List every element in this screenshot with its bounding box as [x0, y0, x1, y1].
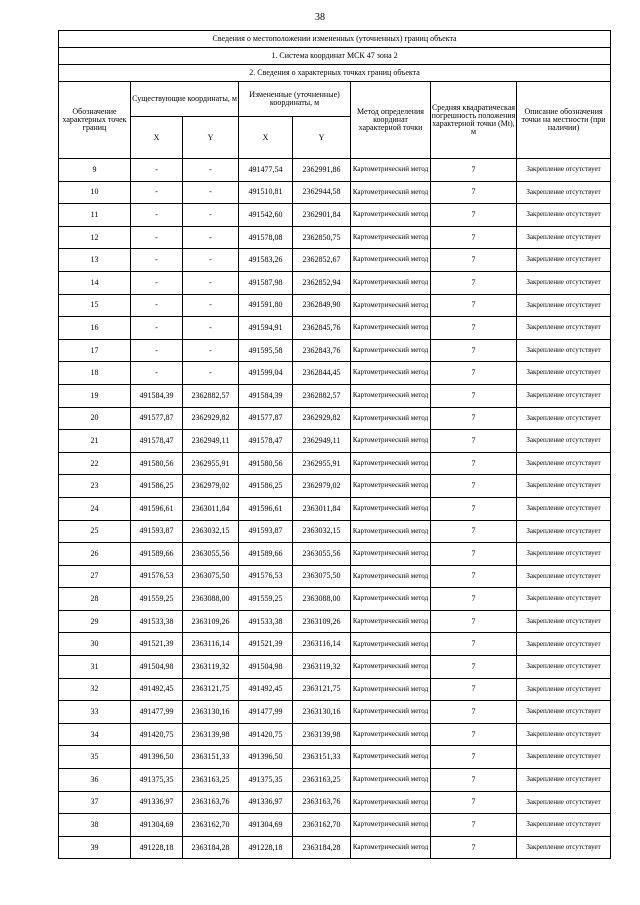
- existing-y-cell: 2363121,75: [183, 678, 239, 701]
- section-title: 2. Сведения о характерных точках границ объекта: [59, 65, 611, 82]
- existing-x-cell: 491576,53: [131, 565, 183, 588]
- description-cell: Закрепление отсутствует: [517, 204, 611, 227]
- method-cell: Картометрический метод: [351, 181, 431, 204]
- changed-x-cell: 491599,04: [239, 362, 293, 385]
- error-cell: 7: [431, 181, 517, 204]
- description-cell: Закрепление отсутствует: [517, 543, 611, 566]
- description-cell: Закрепление отсутствует: [517, 520, 611, 543]
- point-number-cell: 25: [59, 520, 131, 543]
- method-cell: Картометрический метод: [351, 475, 431, 498]
- table-row: [59, 317, 611, 340]
- existing-y-cell: -: [183, 271, 239, 294]
- existing-y-cell: 2363163,76: [183, 791, 239, 814]
- error-cell: 7: [431, 746, 517, 769]
- description-cell: Закрепление отсутствует: [517, 475, 611, 498]
- method-cell: Картометрический метод: [351, 407, 431, 430]
- table-row: [59, 633, 611, 656]
- table-row: [59, 678, 611, 701]
- point-number-cell: 13: [59, 249, 131, 272]
- point-number-cell: 39: [59, 836, 131, 859]
- existing-x-cell: 491533,38: [131, 610, 183, 633]
- existing-x-cell: 491492,45: [131, 678, 183, 701]
- changed-x-cell: 491533,38: [239, 610, 293, 633]
- method-cell: Картометрический метод: [351, 249, 431, 272]
- changed-y-cell: 2363109,26: [293, 610, 351, 633]
- point-number-cell: 29: [59, 610, 131, 633]
- table-row: [59, 204, 611, 227]
- description-cell: Закрепление отсутствует: [517, 814, 611, 837]
- description-cell: Закрепление отсутствует: [517, 384, 611, 407]
- existing-y-cell: 2363162,70: [183, 814, 239, 837]
- table-row: [59, 769, 611, 792]
- error-cell: 7: [431, 226, 517, 249]
- header-changed-y: Y: [293, 117, 351, 159]
- error-cell: 7: [431, 769, 517, 792]
- description-cell: Закрепление отсутствует: [517, 791, 611, 814]
- header-changed: Измененные (уточненные) координаты, м: [239, 82, 351, 117]
- description-cell: Закрепление отсутствует: [517, 226, 611, 249]
- error-cell: 7: [431, 814, 517, 837]
- changed-x-cell: 491542,60: [239, 204, 293, 227]
- changed-x-cell: 491477,99: [239, 701, 293, 724]
- error-cell: 7: [431, 204, 517, 227]
- error-cell: 7: [431, 565, 517, 588]
- error-cell: 7: [431, 543, 517, 566]
- description-cell: Закрепление отсутствует: [517, 565, 611, 588]
- changed-y-cell: 2363119,32: [293, 656, 351, 679]
- method-cell: Картометрический метод: [351, 204, 431, 227]
- description-cell: Закрепление отсутствует: [517, 452, 611, 475]
- changed-x-cell: 491396,50: [239, 746, 293, 769]
- changed-x-cell: 491510,81: [239, 181, 293, 204]
- changed-x-cell: 491577,87: [239, 407, 293, 430]
- changed-y-cell: 2363055,56: [293, 543, 351, 566]
- error-cell: 7: [431, 452, 517, 475]
- existing-y-cell: -: [183, 294, 239, 317]
- method-cell: Картометрический метод: [351, 497, 431, 520]
- point-number-cell: 16: [59, 317, 131, 340]
- method-cell: Картометрический метод: [351, 769, 431, 792]
- changed-y-cell: 2362882,57: [293, 384, 351, 407]
- header-point: Обозначение характерных точек границ: [59, 82, 131, 159]
- existing-x-cell: 491584,39: [131, 384, 183, 407]
- error-cell: 7: [431, 271, 517, 294]
- method-cell: Картометрический метод: [351, 159, 431, 182]
- table-row: [59, 723, 611, 746]
- changed-x-cell: 491504,98: [239, 656, 293, 679]
- method-cell: Картометрический метод: [351, 520, 431, 543]
- changed-y-cell: 2362979,02: [293, 475, 351, 498]
- description-cell: Закрепление отсутствует: [517, 249, 611, 272]
- point-number-cell: 18: [59, 362, 131, 385]
- point-number-cell: 35: [59, 746, 131, 769]
- error-cell: 7: [431, 159, 517, 182]
- error-cell: 7: [431, 407, 517, 430]
- changed-x-cell: 491589,66: [239, 543, 293, 566]
- existing-y-cell: 2363075,50: [183, 565, 239, 588]
- changed-y-cell: 2363116,14: [293, 633, 351, 656]
- error-cell: 7: [431, 249, 517, 272]
- existing-y-cell: 2362979,02: [183, 475, 239, 498]
- error-cell: 7: [431, 610, 517, 633]
- error-cell: 7: [431, 475, 517, 498]
- existing-y-cell: 2362929,82: [183, 407, 239, 430]
- changed-y-cell: 2363032,15: [293, 520, 351, 543]
- changed-y-cell: 2362849,90: [293, 294, 351, 317]
- existing-x-cell: -: [131, 159, 183, 182]
- error-cell: 7: [431, 430, 517, 453]
- changed-y-cell: 2363163,76: [293, 791, 351, 814]
- point-number-cell: 21: [59, 430, 131, 453]
- existing-x-cell: 491577,87: [131, 407, 183, 430]
- existing-x-cell: 491589,66: [131, 543, 183, 566]
- description-cell: Закрепление отсутствует: [517, 181, 611, 204]
- method-cell: Картометрический метод: [351, 452, 431, 475]
- page-number: 38: [315, 12, 325, 23]
- method-cell: Картометрический метод: [351, 226, 431, 249]
- method-cell: Картометрический метод: [351, 588, 431, 611]
- changed-y-cell: 2363151,33: [293, 746, 351, 769]
- changed-y-cell: 2362843,76: [293, 339, 351, 362]
- method-cell: Картометрический метод: [351, 271, 431, 294]
- existing-y-cell: 2363139,98: [183, 723, 239, 746]
- error-cell: 7: [431, 701, 517, 724]
- error-cell: 7: [431, 339, 517, 362]
- point-number-cell: 31: [59, 656, 131, 679]
- method-cell: Картометрический метод: [351, 791, 431, 814]
- description-cell: Закрепление отсутствует: [517, 678, 611, 701]
- changed-y-cell: 2363088,00: [293, 588, 351, 611]
- changed-x-cell: 491420,75: [239, 723, 293, 746]
- existing-y-cell: 2363116,14: [183, 633, 239, 656]
- header-changed-x: X: [239, 117, 293, 159]
- header-existing: Существующие координаты, м: [131, 82, 239, 117]
- existing-x-cell: 491228,18: [131, 836, 183, 859]
- changed-x-cell: 491583,26: [239, 249, 293, 272]
- changed-y-cell: 2362844,45: [293, 362, 351, 385]
- method-cell: Картометрический метод: [351, 430, 431, 453]
- point-number-cell: 12: [59, 226, 131, 249]
- existing-x-cell: -: [131, 271, 183, 294]
- changed-y-cell: 2363075,50: [293, 565, 351, 588]
- point-number-cell: 22: [59, 452, 131, 475]
- error-cell: 7: [431, 294, 517, 317]
- existing-y-cell: 2363055,56: [183, 543, 239, 566]
- boundary-points-table: [58, 30, 611, 859]
- table-row: [59, 701, 611, 724]
- existing-x-cell: 491593,87: [131, 520, 183, 543]
- changed-x-cell: 491580,56: [239, 452, 293, 475]
- changed-x-cell: 491336,97: [239, 791, 293, 814]
- error-cell: 7: [431, 791, 517, 814]
- method-cell: Картометрический метод: [351, 814, 431, 837]
- table-row: [59, 226, 611, 249]
- existing-x-cell: -: [131, 339, 183, 362]
- point-number-cell: 15: [59, 294, 131, 317]
- changed-y-cell: 2362901,84: [293, 204, 351, 227]
- description-cell: Закрепление отсутствует: [517, 339, 611, 362]
- existing-y-cell: 2363109,26: [183, 610, 239, 633]
- point-number-cell: 27: [59, 565, 131, 588]
- existing-x-cell: -: [131, 226, 183, 249]
- point-number-cell: 37: [59, 791, 131, 814]
- existing-x-cell: -: [131, 317, 183, 340]
- changed-x-cell: 491595,58: [239, 339, 293, 362]
- changed-x-cell: 491492,45: [239, 678, 293, 701]
- method-cell: Картометрический метод: [351, 678, 431, 701]
- table-row: [59, 475, 611, 498]
- description-cell: Закрепление отсутствует: [517, 588, 611, 611]
- changed-x-cell: 491304,69: [239, 814, 293, 837]
- table-row: [59, 159, 611, 182]
- table-row: [59, 430, 611, 453]
- existing-x-cell: 491504,98: [131, 656, 183, 679]
- existing-y-cell: 2363151,33: [183, 746, 239, 769]
- changed-y-cell: 2362852,67: [293, 249, 351, 272]
- existing-y-cell: -: [183, 317, 239, 340]
- changed-x-cell: 491594,91: [239, 317, 293, 340]
- point-number-cell: 33: [59, 701, 131, 724]
- table-row: [59, 656, 611, 679]
- changed-x-cell: 491586,25: [239, 475, 293, 498]
- table-row: [59, 384, 611, 407]
- table-row: [59, 362, 611, 385]
- changed-x-cell: 491559,25: [239, 588, 293, 611]
- error-cell: 7: [431, 384, 517, 407]
- existing-x-cell: 491336,97: [131, 791, 183, 814]
- changed-x-cell: 491587,98: [239, 271, 293, 294]
- method-cell: Картометрический метод: [351, 543, 431, 566]
- method-cell: Картометрический метод: [351, 294, 431, 317]
- changed-x-cell: 491593,87: [239, 520, 293, 543]
- description-cell: Закрепление отсутствует: [517, 271, 611, 294]
- description-cell: Закрепление отсутствует: [517, 610, 611, 633]
- existing-y-cell: 2362949,11: [183, 430, 239, 453]
- existing-x-cell: 491578,47: [131, 430, 183, 453]
- existing-x-cell: 491396,50: [131, 746, 183, 769]
- method-cell: Картометрический метод: [351, 339, 431, 362]
- existing-y-cell: -: [183, 226, 239, 249]
- changed-x-cell: 491576,53: [239, 565, 293, 588]
- error-cell: 7: [431, 497, 517, 520]
- changed-x-cell: 491521,39: [239, 633, 293, 656]
- method-cell: Картометрический метод: [351, 633, 431, 656]
- table-row: [59, 452, 611, 475]
- table-row: [59, 791, 611, 814]
- point-number-cell: 30: [59, 633, 131, 656]
- method-cell: Картометрический метод: [351, 723, 431, 746]
- description-cell: Закрепление отсутствует: [517, 769, 611, 792]
- table-row: [59, 746, 611, 769]
- existing-x-cell: -: [131, 249, 183, 272]
- changed-x-cell: 491596,61: [239, 497, 293, 520]
- changed-y-cell: 2363139,98: [293, 723, 351, 746]
- table-row: [59, 294, 611, 317]
- point-number-cell: 36: [59, 769, 131, 792]
- method-cell: Картометрический метод: [351, 362, 431, 385]
- changed-x-cell: 491584,39: [239, 384, 293, 407]
- description-cell: Закрепление отсутствует: [517, 723, 611, 746]
- point-number-cell: 19: [59, 384, 131, 407]
- existing-y-cell: -: [183, 362, 239, 385]
- description-cell: Закрепление отсутствует: [517, 407, 611, 430]
- table-row: [59, 407, 611, 430]
- table-row: [59, 588, 611, 611]
- error-cell: 7: [431, 588, 517, 611]
- existing-x-cell: 491596,61: [131, 497, 183, 520]
- changed-y-cell: 2363163,25: [293, 769, 351, 792]
- existing-y-cell: 2362955,91: [183, 452, 239, 475]
- existing-x-cell: 491477,99: [131, 701, 183, 724]
- table-row: [59, 836, 611, 859]
- table-row: [59, 520, 611, 543]
- changed-y-cell: 2363011,84: [293, 497, 351, 520]
- header-existing-x: X: [131, 117, 183, 159]
- error-cell: 7: [431, 362, 517, 385]
- existing-x-cell: -: [131, 362, 183, 385]
- existing-y-cell: 2363130,16: [183, 701, 239, 724]
- changed-y-cell: 2362845,76: [293, 317, 351, 340]
- changed-y-cell: 2362955,91: [293, 452, 351, 475]
- existing-x-cell: 491375,35: [131, 769, 183, 792]
- method-cell: Картометрический метод: [351, 701, 431, 724]
- changed-y-cell: 2362850,75: [293, 226, 351, 249]
- table-row: [59, 271, 611, 294]
- description-cell: Закрепление отсутствует: [517, 497, 611, 520]
- existing-y-cell: 2363088,00: [183, 588, 239, 611]
- point-number-cell: 34: [59, 723, 131, 746]
- changed-x-cell: 491228,18: [239, 836, 293, 859]
- existing-y-cell: -: [183, 204, 239, 227]
- description-cell: Закрепление отсутствует: [517, 317, 611, 340]
- error-cell: 7: [431, 678, 517, 701]
- existing-y-cell: 2363011,84: [183, 497, 239, 520]
- existing-y-cell: 2363184,28: [183, 836, 239, 859]
- existing-y-cell: -: [183, 249, 239, 272]
- error-cell: 7: [431, 633, 517, 656]
- header-existing-y: Y: [183, 117, 239, 159]
- existing-x-cell: -: [131, 294, 183, 317]
- existing-y-cell: 2363163,25: [183, 769, 239, 792]
- description-cell: Закрепление отсутствует: [517, 746, 611, 769]
- header-error: Средняя квадратическая погрешность положения характерной точки (Mt), м: [431, 82, 517, 159]
- existing-y-cell: -: [183, 159, 239, 182]
- existing-x-cell: -: [131, 204, 183, 227]
- changed-x-cell: 491477,54: [239, 159, 293, 182]
- existing-x-cell: 491304,69: [131, 814, 183, 837]
- changed-y-cell: 2363121,75: [293, 678, 351, 701]
- existing-x-cell: 491420,75: [131, 723, 183, 746]
- method-cell: Картометрический метод: [351, 610, 431, 633]
- existing-y-cell: 2362882,57: [183, 384, 239, 407]
- existing-y-cell: -: [183, 181, 239, 204]
- method-cell: Картометрический метод: [351, 836, 431, 859]
- changed-y-cell: 2363162,70: [293, 814, 351, 837]
- changed-y-cell: 2362852,94: [293, 271, 351, 294]
- method-cell: Картометрический метод: [351, 656, 431, 679]
- changed-x-cell: 491578,47: [239, 430, 293, 453]
- table-row: [59, 339, 611, 362]
- error-cell: 7: [431, 656, 517, 679]
- existing-x-cell: 491580,56: [131, 452, 183, 475]
- changed-y-cell: 2363184,28: [293, 836, 351, 859]
- table-title: Сведения о местоположении измененных (уточненных) границ объекта: [59, 31, 611, 48]
- existing-x-cell: 491559,25: [131, 588, 183, 611]
- error-cell: 7: [431, 723, 517, 746]
- table-row: [59, 565, 611, 588]
- description-cell: Закрепление отсутствует: [517, 430, 611, 453]
- error-cell: 7: [431, 520, 517, 543]
- description-cell: Закрепление отсутствует: [517, 836, 611, 859]
- error-cell: 7: [431, 836, 517, 859]
- changed-x-cell: 491578,08: [239, 226, 293, 249]
- method-cell: Картометрический метод: [351, 384, 431, 407]
- changed-y-cell: 2362944,58: [293, 181, 351, 204]
- point-number-cell: 9: [59, 159, 131, 182]
- table-row: [59, 181, 611, 204]
- changed-y-cell: 2362991,86: [293, 159, 351, 182]
- existing-x-cell: -: [131, 181, 183, 204]
- description-cell: Закрепление отсутствует: [517, 656, 611, 679]
- point-number-cell: 17: [59, 339, 131, 362]
- description-cell: Закрепление отсутствует: [517, 294, 611, 317]
- method-cell: Картометрический метод: [351, 565, 431, 588]
- header-description: Описание обозначения точки на местности (при наличии): [517, 82, 611, 159]
- changed-x-cell: 491591,80: [239, 294, 293, 317]
- point-number-cell: 11: [59, 204, 131, 227]
- existing-x-cell: 491521,39: [131, 633, 183, 656]
- table-row: [59, 497, 611, 520]
- changed-y-cell: 2362929,82: [293, 407, 351, 430]
- point-number-cell: 20: [59, 407, 131, 430]
- changed-y-cell: 2362949,11: [293, 430, 351, 453]
- changed-x-cell: 491375,35: [239, 769, 293, 792]
- point-number-cell: 26: [59, 543, 131, 566]
- existing-x-cell: 491586,25: [131, 475, 183, 498]
- point-number-cell: 24: [59, 497, 131, 520]
- point-number-cell: 14: [59, 271, 131, 294]
- existing-y-cell: 2363032,15: [183, 520, 239, 543]
- table-row: [59, 814, 611, 837]
- error-cell: 7: [431, 317, 517, 340]
- description-cell: Закрепление отсутствует: [517, 362, 611, 385]
- header-method: Метод определения координат характерной точки: [351, 82, 431, 159]
- method-cell: Картометрический метод: [351, 317, 431, 340]
- method-cell: Картометрический метод: [351, 746, 431, 769]
- description-cell: Закрепление отсутствует: [517, 701, 611, 724]
- coordinate-system: 1. Система координат МСК 47 зона 2: [59, 48, 611, 65]
- point-number-cell: 28: [59, 588, 131, 611]
- existing-y-cell: -: [183, 339, 239, 362]
- table-row: [59, 543, 611, 566]
- point-number-cell: 23: [59, 475, 131, 498]
- description-cell: Закрепление отсутствует: [517, 159, 611, 182]
- existing-y-cell: 2363119,32: [183, 656, 239, 679]
- point-number-cell: 10: [59, 181, 131, 204]
- table-row: [59, 249, 611, 272]
- table-row: [59, 610, 611, 633]
- point-number-cell: 32: [59, 678, 131, 701]
- point-number-cell: 38: [59, 814, 131, 837]
- description-cell: Закрепление отсутствует: [517, 633, 611, 656]
- changed-y-cell: 2363130,16: [293, 701, 351, 724]
